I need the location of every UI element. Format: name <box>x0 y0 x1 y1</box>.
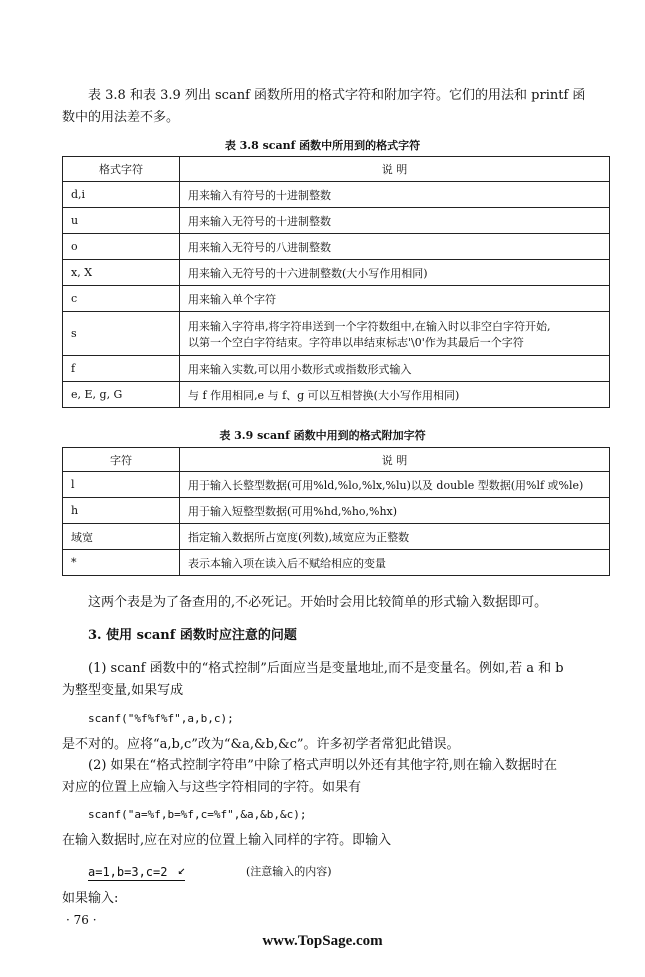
table-row <box>63 472 610 498</box>
table-row <box>63 182 610 208</box>
p4-text: 如果输入: <box>62 891 119 906</box>
p1-line-2: 为整型变量,如果写成 <box>62 683 184 698</box>
p3-text: 在输入数据时,应在对应的位置上输入同样的字符。即输入 <box>62 833 392 848</box>
description-cell: 用来输入无符号的十进制整数 <box>180 208 610 234</box>
p2-line-2: 对应的位置上应输入与这些字符相同的字符。如果有 <box>62 780 362 795</box>
table-row <box>63 234 610 260</box>
format-char-cell: c <box>63 286 180 312</box>
enter-arrow-icon: ↙ <box>177 863 186 878</box>
table-row <box>63 382 610 408</box>
table-3-9-caption: 表 3.9 scanf 函数中用到的格式附加字符 <box>219 429 426 442</box>
intro-line-1: 表 3.8 和表 3.9 列出 scanf 函数所用的格式字符和附加字符。它们的用法和 printf 函 <box>88 88 586 103</box>
table-row <box>63 312 610 356</box>
description-cell: 用来输入无符号的八进制整数 <box>180 234 610 260</box>
table-header-row <box>63 448 610 472</box>
description-cell: 用来输入无符号的十六进制整数(大小写作用相同) <box>180 260 610 286</box>
description-cell: 与 f 作用相同,e 与 f、g 可以互相替换(大小写作用相同) <box>180 382 610 408</box>
description-cell <box>180 312 610 356</box>
description-cell: 指定输入数据所占宽度(列数),域宽应为正整数 <box>180 524 610 550</box>
header-description: 说 明 <box>180 157 610 182</box>
header-format-char: 格式字符 <box>63 157 180 182</box>
description-cell: 用于输入短整型数据(可用%hd,%ho,%hx) <box>180 498 610 524</box>
footer-site-url[interactable]: www.TopSage.com <box>262 933 383 949</box>
table-row <box>63 286 610 312</box>
input-note: (注意输入的内容) <box>246 865 332 878</box>
table-3-8-caption: 表 3.8 scanf 函数中所用到的格式字符 <box>224 139 421 152</box>
char-cell: l <box>63 472 180 498</box>
p1b-text: 是不对的。应将“a,b,c”改为“&a,&b,&c”。许多初学者常犯此错误。 <box>62 737 460 752</box>
intro-line-2: 数中的用法差不多。 <box>62 110 180 125</box>
page-number: · 76 · <box>66 913 97 927</box>
table-row <box>63 550 610 576</box>
format-char-cell: u <box>63 208 180 234</box>
table-row <box>63 208 610 234</box>
section-heading: 3. 使用 scanf 函数时应注意的问题 <box>88 628 297 643</box>
description-line-2: 以第一个空白字符结束。字符串以串结束标志'\0'作为其最后一个字符 <box>188 335 524 349</box>
description-cell: 表示本输入项在读入后不赋给相应的变量 <box>180 550 610 576</box>
description-cell: 用于输入长整型数据(可用%ld,%lo,%lx,%lu)以及 double 型数据(用%lf 或%le) <box>180 472 610 498</box>
description-cell: 用来输入有符号的十进制整数 <box>180 182 610 208</box>
description-cell: 用来输入单个字符 <box>180 286 610 312</box>
table-3-9 <box>62 447 610 576</box>
code-example-2: scanf("a=%f,b=%f,c=%f",&a,&b,&c); <box>88 808 307 821</box>
char-cell: * <box>63 550 180 576</box>
description-line-1: 用来输入字符串,将字符串送到一个字符数组中,在输入时以非空白字符开始, <box>188 319 551 333</box>
format-char-cell: s <box>63 312 180 356</box>
format-char-cell: x, X <box>63 260 180 286</box>
table-row <box>63 356 610 382</box>
table-row <box>63 524 610 550</box>
table-row <box>63 260 610 286</box>
format-char-cell: d,i <box>63 182 180 208</box>
input-example-text: a=1,b=3,c=2 <box>88 865 168 879</box>
table-row <box>63 498 610 524</box>
header-char: 字符 <box>63 448 180 472</box>
header-description: 说 明 <box>180 448 610 472</box>
table-3-8 <box>62 156 610 408</box>
after-tables-text: 这两个表是为了备查用的,不必死记。开始时会用比较简单的形式输入数据即可。 <box>88 595 548 610</box>
table-header-row <box>63 157 610 182</box>
char-cell: 域宽 <box>63 524 180 550</box>
p2-line-1: (2) 如果在“格式控制字符串”中除了格式声明以外还有其他字符,则在输入数据时在 <box>88 758 557 773</box>
format-char-cell: e, E, g, G <box>63 382 180 408</box>
format-char-cell: o <box>63 234 180 260</box>
format-char-cell: f <box>63 356 180 382</box>
char-cell: h <box>63 498 180 524</box>
input-example <box>88 864 185 881</box>
p1-line-1: (1) scanf 函数中的“格式控制”后面应当是变量地址,而不是变量名。例如,若 a 和 b <box>88 661 564 676</box>
code-example-1: scanf("%f%f%f",a,b,c); <box>88 712 234 725</box>
description-cell: 用来输入实数,可以用小数形式或指数形式输入 <box>180 356 610 382</box>
